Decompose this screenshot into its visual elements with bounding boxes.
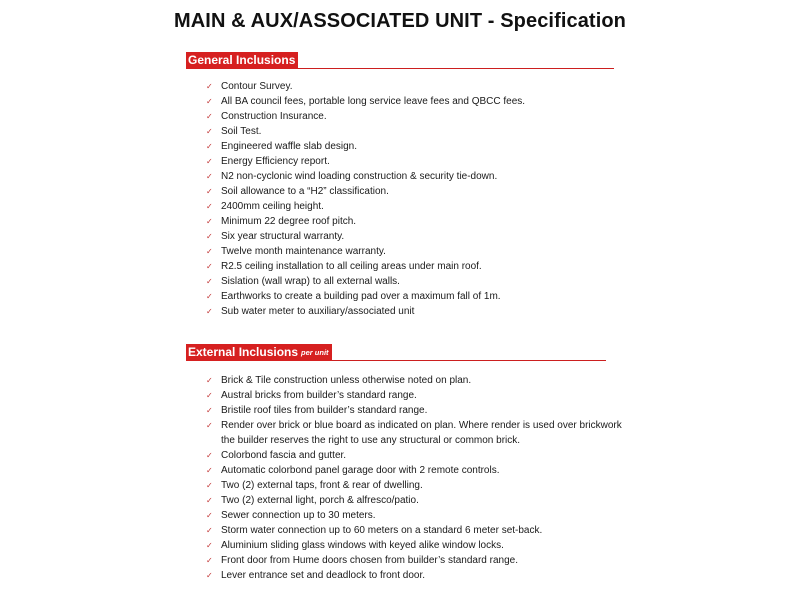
list-item [206, 304, 626, 319]
list-item-text: Twelve month maintenance warranty. [221, 246, 386, 257]
list-item-text: Storm water connection up to 60 meters on a standard 6 meter set-back. [221, 525, 543, 536]
section-heading-text: General Inclusions [188, 53, 296, 67]
check-icon: ✓ [206, 247, 213, 256]
check-icon: ✓ [206, 112, 213, 121]
general-inclusions-section [186, 52, 614, 317]
check-icon: ✓ [206, 496, 213, 505]
check-icon: ✓ [206, 466, 213, 475]
list-item [206, 373, 626, 388]
general-inclusions-list [206, 79, 626, 319]
list-item-text: N2 non-cyclonic wind loading construction & security tie-down. [221, 171, 498, 182]
list-item [206, 244, 626, 259]
list-item-text: Soil Test. [221, 126, 262, 137]
check-icon: ✓ [206, 157, 213, 166]
check-icon: ✓ [206, 202, 213, 211]
section-heading [186, 344, 332, 361]
check-icon: ✓ [206, 571, 213, 580]
check-icon: ✓ [206, 556, 213, 565]
list-item-text: Brick & Tile construction unless otherwise noted on plan. [221, 375, 472, 386]
check-icon: ✓ [206, 172, 213, 181]
list-item-text: Minimum 22 degree roof pitch. [221, 216, 357, 227]
list-item [206, 184, 626, 199]
list-item [206, 124, 626, 139]
check-icon: ✓ [206, 376, 213, 385]
list-item-text: Soil allowance to a “H2” classification. [221, 186, 389, 197]
list-item [206, 568, 626, 583]
check-icon: ✓ [206, 82, 213, 91]
check-icon: ✓ [206, 406, 213, 415]
check-icon: ✓ [206, 142, 213, 151]
list-item [206, 109, 626, 124]
list-item-text: Earthworks to create a building pad over a maximum fall of 1m. [221, 291, 501, 302]
list-item-text: Sub water meter to auxiliary/associated unit [221, 306, 415, 317]
list-item-text: 2400mm ceiling height. [221, 201, 324, 212]
list-item [206, 289, 626, 304]
list-item-text: Sislation (wall wrap) to all external walls. [221, 276, 400, 287]
check-icon: ✓ [206, 451, 213, 460]
list-item-text: Austral bricks from builder’s standard range. [221, 390, 417, 401]
list-item [206, 523, 626, 538]
list-item [206, 538, 626, 553]
check-icon: ✓ [206, 127, 213, 136]
list-item-text: Colorbond fascia and gutter. [221, 450, 347, 461]
external-inclusions-section [186, 344, 622, 581]
external-inclusions-list [206, 373, 626, 583]
list-item-text: Sewer connection up to 30 meters. [221, 510, 376, 521]
list-item [206, 478, 626, 493]
check-icon: ✓ [206, 391, 213, 400]
list-item [206, 508, 626, 523]
check-icon: ✓ [206, 541, 213, 550]
list-item [206, 199, 626, 214]
check-icon: ✓ [206, 262, 213, 271]
list-item-text: Energy Efficiency report. [221, 156, 330, 167]
list-item [206, 139, 626, 154]
section-heading-text: External Inclusions [188, 345, 299, 359]
list-item-text: Construction Insurance. [221, 111, 327, 122]
list-item [206, 214, 626, 229]
list-item [206, 259, 626, 274]
list-item [206, 79, 626, 94]
list-item-text: Front door from Hume doors chosen from builder’s standard range. [221, 555, 518, 566]
list-item [206, 463, 626, 478]
list-item-text: Render over brick or blue board as indicated on plan. Where render is used over brickwork the builder reserves the right to use any structural or common brick. [221, 420, 622, 446]
general-inclusions-header [186, 52, 614, 69]
list-item-text: Bristile roof tiles from builder’s standard range. [221, 405, 428, 416]
list-item-text: Engineered waffle slab design. [221, 141, 358, 152]
list-item-text: Automatic colorbond panel garage door with 2 remote controls. [221, 465, 500, 476]
list-item [206, 169, 626, 184]
list-item-text: R2.5 ceiling installation to all ceiling areas under main roof. [221, 261, 482, 272]
list-item [206, 448, 626, 463]
check-icon: ✓ [206, 511, 213, 520]
list-item-text: Lever entrance set and deadlock to front door. [221, 570, 426, 581]
list-item [206, 403, 626, 418]
check-icon: ✓ [206, 526, 213, 535]
check-icon: ✓ [206, 217, 213, 226]
list-item [206, 553, 626, 568]
page-title: MAIN & AUX/ASSOCIATED UNIT - Specification [173, 10, 626, 32]
list-item-text: Aluminium sliding glass windows with keyed alike window locks. [221, 540, 504, 551]
list-item [206, 274, 626, 289]
list-item [206, 493, 626, 508]
list-item-text: All BA council fees, portable long service leave fees and QBCC fees. [221, 96, 526, 107]
check-icon: ✓ [206, 232, 213, 241]
section-heading-note: per unit [301, 348, 329, 357]
check-icon: ✓ [206, 292, 213, 301]
list-item-text: Two (2) external taps, front & rear of dwelling. [221, 480, 423, 491]
list-item [206, 418, 626, 448]
check-icon: ✓ [206, 277, 213, 286]
list-item-text: Contour Survey. [221, 81, 293, 92]
check-icon: ✓ [206, 97, 213, 106]
external-inclusions-header [186, 344, 606, 361]
check-icon: ✓ [206, 187, 213, 196]
list-item-text: Six year structural warranty. [221, 231, 345, 242]
check-icon: ✓ [206, 307, 213, 316]
section-heading [186, 52, 298, 69]
list-item [206, 388, 626, 403]
list-item [206, 229, 626, 244]
list-item-text: Two (2) external light, porch & alfresco/patio. [221, 495, 419, 506]
list-item [206, 154, 626, 169]
list-item [206, 94, 626, 109]
check-icon: ✓ [206, 421, 213, 430]
check-icon: ✓ [206, 481, 213, 490]
